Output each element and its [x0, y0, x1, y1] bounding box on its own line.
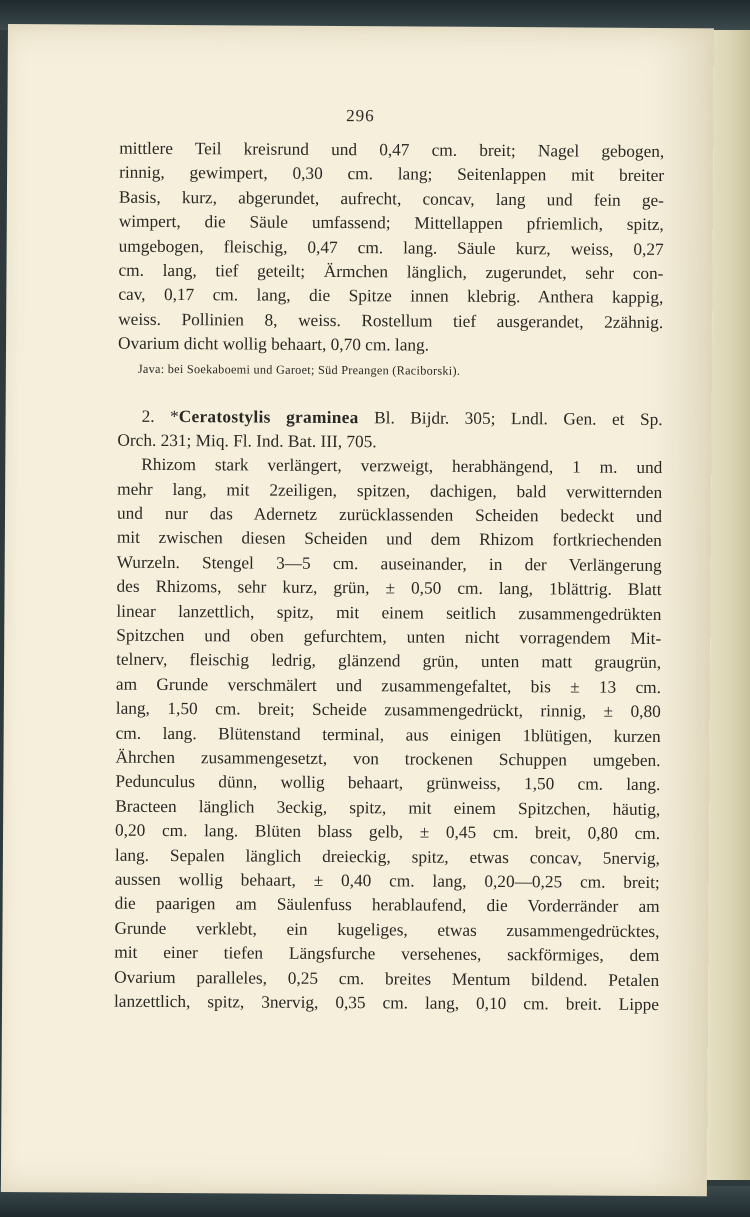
text-line: mehr lang, mit 2zeiligen, spitzen, dachigen, bald verwitternden — [117, 479, 663, 502]
text-line: und nur das Adernetz zurücklassenden Scheiden bedeckt und — [116, 503, 663, 527]
species-heading — [117, 404, 662, 456]
genus-name: Ceratostylis — [178, 406, 271, 427]
species-marker: * — [170, 406, 179, 426]
text-line: Ovarium paralleles, 0,25 cm. breites Mentum bildend. Petalen — [114, 967, 660, 990]
text-line: aussen wollig behaart, ± 0,40 cm. lang, 0,20—0,25 cm. breit; — [114, 869, 660, 892]
text-line: 0,20 cm. lang. Blüten blass gelb, ± 0,45 cm. breit, 0,80 cm. — [115, 820, 661, 844]
text-line: umgebogen, fleischig, 0,47 cm. lang. Säule kurz, weiss, 0,27 — [118, 236, 664, 259]
text-line: wimpert, die Säule umfassend; Mittellappen pfriemlich, spitz, — [118, 211, 664, 235]
locality-note: Java: bei Soekaboemi und Garoet; Süd Preangen (Raciborski). — [137, 361, 461, 378]
text-line: weiss. Pollinien 8, weiss. Rostellum tief ausgerandet, 2zähnig. — [118, 309, 664, 332]
text-line: linear lanzettlich, spitz, mit einem seitlich zusammengedrükten — [116, 601, 662, 624]
description-paragraph-1 — [118, 137, 664, 360]
text-line: lang, 1,50 cm. breit; Scheide zusammengedrückt, rinnig, ± 0,80 — [115, 698, 661, 722]
text-line: lanzettlich, spitz, 3nervig, 0,35 cm. lang, 0,10 cm. breit. Lippe — [113, 991, 660, 1014]
text-line: mit zwischen diesen Scheiden und dem Rhizom fortkriechenden — [116, 528, 662, 551]
species-heading-line-2: Orch. 231; Miq. Fl. Ind. Bat. III, 705. — [117, 430, 377, 452]
species-heading-line-1 — [118, 404, 663, 432]
page-body — [114, 137, 664, 1018]
text-line: telnerv, fleischig ledrig, glänzend grün, unten matt graugrün, — [116, 650, 662, 673]
text-line: mit einer tiefen Längsfurche versehenes, sackförmiges, dem — [114, 942, 660, 966]
text-line: rinnig, gewimpert, 0,30 cm. lang; Seitenlappen mit breiter — [119, 163, 665, 186]
citation-part-1: Bl. Bijdr. 305; Lndl. Gen. et Sp. — [374, 407, 663, 429]
text-line: Bracteen länglich 3eckig, spitz, mit einem Spitzchen, häutig, — [115, 796, 661, 819]
text-line: Wurzeln. Stengel 3—5 cm. auseinander, in der Verlängerung — [116, 552, 662, 575]
text-line: des Rhizoms, sehr kurz, grün, ± 0,50 cm. lang, 1blättrig. Blatt — [116, 576, 662, 600]
text-line: lang. Sepalen länglich dreieckig, spitz, etwas concav, 5nervig, — [114, 845, 660, 868]
text-line: cm. lang, tief geteilt; Ärmchen länglich, zugerundet, sehr con- — [118, 260, 664, 283]
section-gap — [118, 378, 663, 407]
text-line: die paarigen am Säulenfuss herablaufend, die Vorderränder am — [114, 893, 660, 917]
text-line: Ährchen zusammengesetzt, von trockenen Schuppen umgeben. — [115, 747, 661, 770]
book-page — [1, 24, 714, 1196]
text-line: Spitzchen und oben gefurchtem, unten nicht vorragendem Mit- — [116, 625, 662, 649]
description-paragraph-2 — [114, 453, 662, 1017]
text-line: cav, 0,17 cm. lang, die Spitze innen klebrig. Anthera kappig, — [118, 285, 664, 308]
text-line: am Grunde verschmälert und zusammengefaltet, bis ± 13 cm. — [115, 674, 662, 697]
species-epithet: graminea — [286, 407, 359, 427]
text-line: Ovarium dicht wollig behaart, 0,70 cm. lang. — [117, 333, 430, 355]
text-line: cm. lang. Blütenstand terminal, aus einigen 1blütigen, kurzen — [115, 723, 661, 746]
page-number: 296 — [346, 106, 375, 126]
text-line: Basis, kurz, abgerundet, aufrecht, concav, lang und fein ge- — [118, 187, 664, 210]
text-line: Rhizom stark verlängert, verzweigt, herabhängend, 1 m. und — [141, 455, 663, 478]
text-line: mittlere Teil kreisrund und 0,47 cm. breit; Nagel gebogen, — [119, 138, 665, 162]
text-line: Pedunculus dünn, wollig behaart, grünweiss, 1,50 cm. lang. — [115, 772, 661, 795]
species-number: 2. — [141, 406, 155, 426]
text-line: Grunde verklebt, ein kugeliges, etwas zusammengedrücktes, — [114, 918, 660, 941]
